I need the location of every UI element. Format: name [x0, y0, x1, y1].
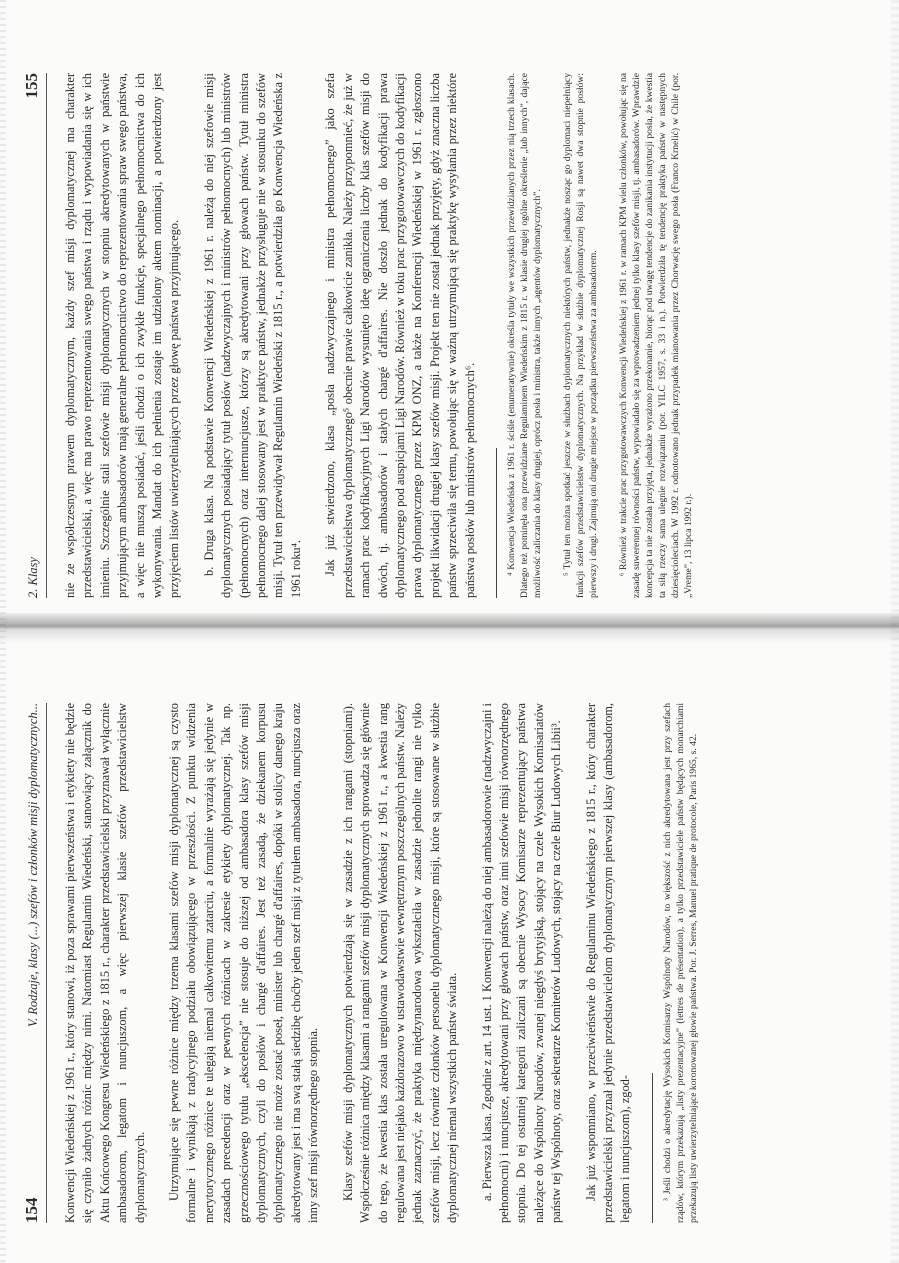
footnote: ⁵ Tytuł ten można spotkać jeszcze w służbach dyplomatycznych niektórych państw, jednakże nosząc go dyplomaci niepełniący funkcji szefów przedstawicielstw dyplomatycznych. Na przykład w służbie dyplomatycznej Rosji są nawet dwa stopnie posłów: pierwszy i drugi. Zajmują oni drugie miejsce w porządku pierwszeństwa za ambasadorem. — [561, 73, 599, 598]
paragraph: Jak już stwierdzono, klasa „posła nadzwyczajnego i ministra pełnomocnego” jako szefa przedstawicielstwa dyplomatycznego⁵ obecnie prawie całkowicie zanikła. Należy przypomnieć, że już w ramach prac kodyfikacyjnych Ligi Narodów wysunięto ideę ograniczenia liczby klas szefów misji do dwóch, tj. ambasadorów i stałych chargé d'affaires. Nie doszło jednak do kodyfikacji prawa dyplomatycznego pod auspicjami Ligi Narodów. Również w toku prac przygotowawczych do kodyfikacji prawa dyplomatycznego przez KPM ONZ, a także na Konferencji Wiedeńskiej w 1961 r. zgłoszono projekt likwidacji drugiej klasy szefów misji. Projekt ten nie został jednak przyjęty, gdyż znaczna liczba państw sprzeciwiła się temu, powołując się w ważną utrzymującą się praktykę wysyłania przez niektóre państwa posłów lub ministrów pełnomocnych⁶. — [323, 73, 477, 598]
running-title: 2. Klasy — [26, 557, 40, 598]
page-header — [20, 73, 47, 598]
footnote-divider — [496, 448, 497, 598]
paragraph: Utrzymujące się pewne różnice między trzema klasami szefów misji dyplomatycznej są czysto formalne i wynikają z tradycyjnego podziału obowiązującego w przeszłości. Z punktu widzenia merytorycznego różnice te ulegają niemal całkowitemu zatarciu, a formalnie wyrażają się jedynie w zasadach precedencji oraz w pewnych różnicach w zakresie etykiety dyplomatycznej. Tak np. grzecznościowego tytułu „ekscelencja” nie stosuje do niższej od ambasadora klasy szefów misji dyplomatycznych, czyli do posłów i chargé d'affaires. Jest też zasadą, że dziekanem korpusu dyplomatycznego nie może zostać poseł, minister lub chargé d'affaires, dopóki w stolicy danego kraju akredytowany jest i ma swą stałą siedzibę choćby jeden szef misji z tytułem ambasadora, nuncjusza oraz inny szef misji równorzędnego stopnia. — [167, 703, 321, 1223]
footnote: ⁶ Również w trakcie prac przygotowawczych Konwencji Wiedeńskiej z 1961 r. w ramach KPM wielu członków, powołując się na zasadę suwerennej równości państw, wypowiadało się za wprowadzeniem jednej tylko klasy szefów misji, tj. ambasadorów. Wprawdzie koncepcja ta nie została przyjęta, jednakże wyrażono przekonanie, biorąc pod uwagę tendencje do zanikania instytucji posła, że kwestia ta siłą rzeczy sama ulegnie rozwiązaniu (por. YILC 1957, s. 33 i n.). Potwierdziła tę tendencję praktyka państw w następnych dziesięcioleciach. W 1992 r. odnotowano jednak przypadek mianowania przez Chorwację swego posła (Franco Krnelić) w Chile (por. „Vreme”, 13 lipca 1992 r.). — [617, 73, 694, 598]
paragraph: nie ze współczesnym prawem dyplomatycznym, każdy szef misji dyplomatycznej ma charakter przedstawicielski, a więc ma prawo reprezentowania swego państwa i rządu i wypowiadania się w ich imieniu. Szczególnie stali szefowie misji dyplomatycznych w stopniu akredytowanych w państwie przyjmującym ambasadorów mają generalne pełnomocnictwo do reprezentowania spraw swego państwa, a więc nie muszą posiadać, jeśli chodzi o ich zwykłe funkcje, specjalnego pełnomocnictwa do ich wykonywania. Mandat do ich pełnienia zostaje im udzielony aktem nominacji, a potwierdzony jest przyjęciem listów uwierzytelniających przez głowę państwa przyjmującego. — [63, 73, 182, 598]
paragraph: Konwencji Wiedeńskiej z 1961 r., który stanowi, iż poza sprawami pierwszeństwa i etykiety nie będzie się czyniło żadnych różnic między nimi. Natomiast Regulamin Wiedeński, stanowiący załącznik do Aktu Końcowego Kongresu Wiedeńskiego z 1815 r., charakter przedstawicielski przyznawał wyłącznie ambasadorom, legatom i nuncjuszom, a więc pierwszej klasie szefów przedstawicielstw dyplomatycznych. — [63, 703, 147, 1223]
page-154 — [0, 635, 899, 1263]
footnote: ³ Jeśli chodzi o akredytację Wysokich Komisarzy Wspólnoty Narodów, to większość z nich akredytowana jest przy szefach rządów, którym przekazują „listy prezentacyjne” (lettres de présentation), a tylko przedstawiciele państw będących monarchiami przekazują listy uwierzytelniające koronowanej głowie państwa. Por. J. Serres, Manuel pratique de protocole, Paris 1965, s. 42. — [661, 703, 699, 1223]
page-body — [62, 703, 717, 1223]
running-title: V. Rodzaje, klasy (...) szefów i członków misji dyplomatycznych... — [26, 703, 40, 1028]
page-number: 154 — [22, 1197, 41, 1223]
paragraph: Jak już wspomniano, w przeciwieństwie do Regulaminu Wiedeńskiego z 1815 r., który charakter przedstawicielski przyznał jedynie przedstawicielom dyplomatycznym pierwszej klasy (ambasadorom, legatom i nuncjuszom), zgod- — [583, 703, 633, 1223]
paragraph: a. Pierwsza klasa. Zgodnie z art. 14 ust. 1 Konwencji należą do niej ambasadorowie (nadzwyczajni i pełnomocni) i nuncjusze, akredytowani przy głowach państw, oraz inni szefowie misji równorzędnego stopnia. Do tej ostatniej kategorii zaliczani są obecnie Wysocy Komisarze reprezentujący państwa należące do Wspólnoty Narodów, zwanej niegdyś brytyjską, stojący na czele Wysokich Komisariatów państw tej Wspólnoty, oraz sekretarze Komitetów Ludowych, stojący na czele Biur Ludowych Libii³. — [479, 703, 564, 1223]
paragraph: b. Druga klasa. Na podstawie Konwencji Wiedeńskiej z 1961 r. należą do niej szefowie misji dyplomatycznych posiadający tytuł posłów (nadzwyczajnych i ministrów pełnomocnych) lub ministrów (pełnomocnych) oraz internuncjusze, którzy są akredytowani przy głowach państw. Tytuł ministra pełnomocnego dalej stosowany jest w praktyce państw, jednakże przysługuje nie w stosunku do szefów misji. Tytuł ten przewidywał Regulamin Wiedeński z 1815 r., a potwierdziła go Konwencja Wiedeńska z 1961 roku⁴. — [201, 73, 303, 598]
page-number: 155 — [22, 73, 41, 99]
page-155 — [0, 0, 899, 623]
footnote: ⁴ Konwencja Wiedeńska z 1961 r. ściśle (enumeratywnie) określa tytuły we wszystkich przewidzianych przez nią trzech klasach. Dlatego też pominęła ona przewidziane Regulaminem Wiedeńskim z 1815 r. w klasie drugiej ogólne określenie „lub innych”, dające możliwość zaliczania do klasy drugiej, oprócz posła i ministra, także innych „agentów dyplomatycznych”. — [505, 73, 543, 598]
footnote-divider — [652, 1073, 653, 1223]
paragraph: Klasy szefów misji dyplomatycznych potwierdzają się w zasadzie z ich rangami (stopniami). Współcześnie różnica między klasami a rangami szefów misji dyplomatycznych sprowadza się głównie do tego, że kwestia klas została uregulowana w Konwencji Wiedeńskiej z 1961 r., a kwestia rang regulowana jest niejako każdorazowo w ustawodawstwie wewnętrznym poszczególnych państw. Należy jednak zaznaczyć, że praktyka międzynarodowa wykształciła w zasadzie jednolite rangi nie tylko szefów misji, lecz również członków personelu dyplomatycznego misji, które są stosowane w służbie dyplomatycznej niemal wszystkich państw świata. — [340, 703, 460, 1223]
page-body — [62, 73, 712, 598]
page-header — [20, 703, 47, 1223]
